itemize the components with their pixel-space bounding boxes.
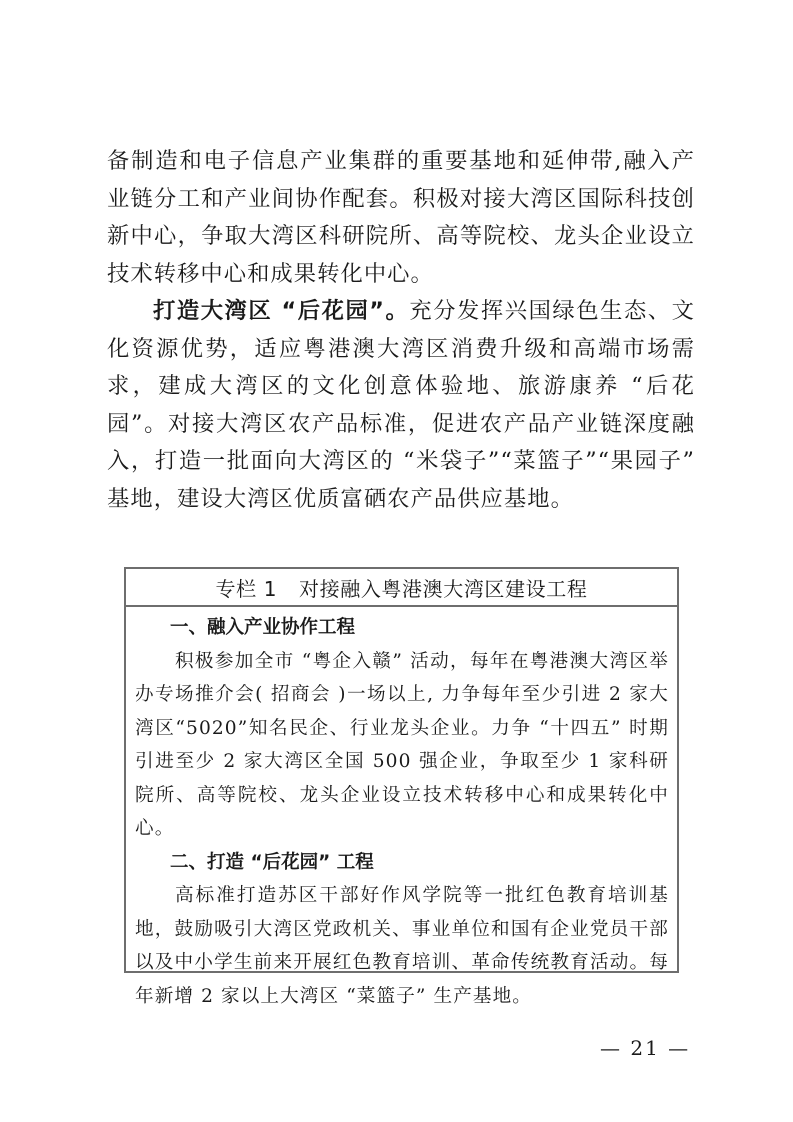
paragraph-lead-heading: 打造大湾区 “后花园”。 bbox=[153, 298, 410, 324]
paragraph-text: 备制造和电子信息产业集群的重要基地和延伸带,融入产业链分工和产业间协作配套。积极对接大湾区国际科技创新中心，争取大湾区科研院所、高等院校、龙头企业设立技术转移中心和成果转化中心。 bbox=[107, 148, 695, 287]
box-section-heading: 二、打造 “后花园” 工程 bbox=[170, 851, 374, 873]
paragraph-text: 充分发挥兴国绿色生态、文化资源优势，适应粤港澳大湾区消费升级和高端市场需求，建成大湾区的文化创意体验地、旅游康养 “后花园”。对接大湾区农产品标准，促进农产品产业链深度融入，打造一批面向大湾区的 “米袋子”“菜篮子”“果园子” 基地，建设大湾区优质富硒农产品供应基地。 bbox=[107, 298, 695, 512]
feature-box bbox=[124, 567, 679, 1007]
box-body bbox=[126, 611, 677, 1013]
box-section-heading: 一、融入产业协作工程 bbox=[170, 617, 356, 638]
body-paragraph bbox=[107, 293, 695, 518]
box-section-text: 高标准打造苏区干部好作风学院等一批红色教育培训基地，鼓励吸引大湾区党政机关、事业单位和国有企业党员干部以及中小学生前来开展红色教育培训、革命传统教育活动。每年新增 2 家以上大湾区 “菜篮子” 生产基地。 bbox=[135, 885, 669, 1007]
box-title-text: 对接融入粤港澳大湾区建设工程 bbox=[299, 576, 588, 601]
box-title bbox=[126, 569, 677, 607]
body-paragraph bbox=[107, 143, 695, 293]
box-title-number: 专栏 1 bbox=[215, 576, 278, 601]
box-section-text: 积极参加全市 “粤企入赣” 活动，每年在粤港澳大湾区举办专场推介会( 招商会 )一场以上, 力争每年至少引进 2 家大湾区“5020”知名民企、行业龙头企业。力争 “十四五” 时期引进至少 2 家大湾区全国 500 强企业，争取至少 1 家科研院所、高等院校、龙头企业设立技术转移中心和成果转化中心。 bbox=[135, 650, 669, 839]
page-number: — 21 — bbox=[600, 1036, 691, 1060]
